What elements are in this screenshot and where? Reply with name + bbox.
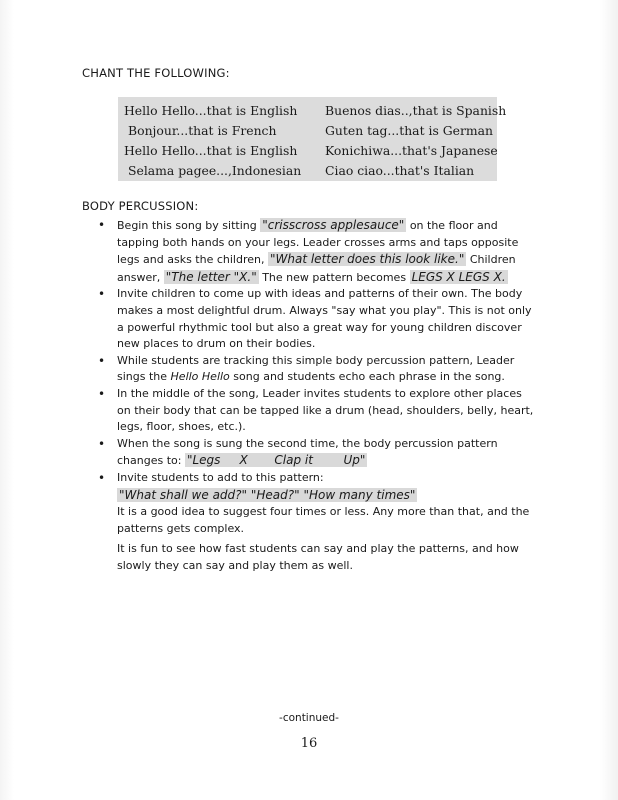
bullet-text: When the song is sung the second time, the body percussion pattern changes to: <box>117 436 498 468</box>
continued-label: -continued- <box>279 712 339 724</box>
song-title: Hello Hello <box>170 370 230 384</box>
bullet-paragraph: It is fun to see how fast students can say and play the patterns, and how slowly they can say and play them as well. <box>117 542 519 572</box>
chant-left-column <box>124 101 301 181</box>
bullet-dot-icon: • <box>98 287 106 302</box>
bullet-item <box>95 386 535 436</box>
bullet-list <box>95 217 535 574</box>
chant-line: Guten tag...that is German <box>325 123 494 138</box>
bullet-dot-icon: • <box>98 470 106 485</box>
highlight-phrase: "crisscross applesauce" <box>262 218 405 232</box>
bullet-text: The new pattern becomes <box>258 270 410 284</box>
bullet-text: Invite students to add to this pattern: <box>117 470 324 484</box>
bullet-text: Invite children to come up with ideas and patterns of their own. The body makes a most delightful drum. Always "say what you play". This is not only a powerful rhythmic tool but also a great way for young children discover new places to drum on their bodies. <box>117 287 532 351</box>
highlight-phrase: "What letter does this look like." <box>269 252 465 267</box>
bullet-item <box>95 217 535 286</box>
bullet-text: song and students echo each phrase in the song. <box>229 370 505 384</box>
bullet-dot-icon: • <box>98 386 106 401</box>
bullet-dot-icon: • <box>98 353 106 368</box>
highlight-phrase: "Legs X Clap it Up" <box>186 453 366 468</box>
bullet-dot-icon: • <box>98 436 106 451</box>
bullet-paragraph: It is a good idea to suggest four times or less. Any more than that, and the patterns gets complex. <box>117 505 530 535</box>
page-number: 16 <box>300 736 318 751</box>
bullet-text: Children answer, <box>117 253 516 284</box>
highlight-phrase: "What shall we add?" "Head?" "How many times" <box>119 487 416 502</box>
chant-line: Selama pagee...,Indonesian <box>128 163 302 178</box>
bullet-text: While students are tracking this simple body percussion pattern, Leader sings the <box>117 353 515 384</box>
bullet-item <box>95 286 535 352</box>
chant-line: Hello Hello...that is English <box>124 103 298 118</box>
bullet-item <box>95 353 535 386</box>
chant-heading: CHANT THE FOLLOWING: <box>82 66 230 80</box>
bullet-item <box>95 470 535 575</box>
chant-line: Konichiwa...that's Japanese <box>325 143 498 158</box>
bullet-item <box>95 436 535 470</box>
highlight-phrase: "The letter "X." <box>165 269 257 284</box>
chant-line: Bonjour...that is French <box>128 123 277 138</box>
bullet-dot-icon: • <box>98 218 106 232</box>
bullet-text: on the floor and tapping both hands on your legs. Leader crosses arms and taps opposite legs and asks the children, <box>117 219 519 267</box>
chant-right-column <box>325 101 506 181</box>
highlight-phrase: LEGS X LEGS X. <box>411 269 506 284</box>
chant-line: Hello Hello...that is English <box>124 143 298 158</box>
bullet-text: Begin this song by sitting <box>117 219 261 232</box>
chant-line: Ciao ciao...that's Italian <box>325 163 475 178</box>
chant-line: Buenos dias..,that is Spanish <box>325 103 507 118</box>
bullet-text: In the middle of the song, Leader invites students to explore other places on their body that can be tapped like a drum (head, shoulders, belly, heart, legs, floor, shoes, etc.). <box>117 386 534 434</box>
chant-box <box>118 97 507 181</box>
body-percussion-heading: BODY PERCUSSION: <box>82 199 199 213</box>
